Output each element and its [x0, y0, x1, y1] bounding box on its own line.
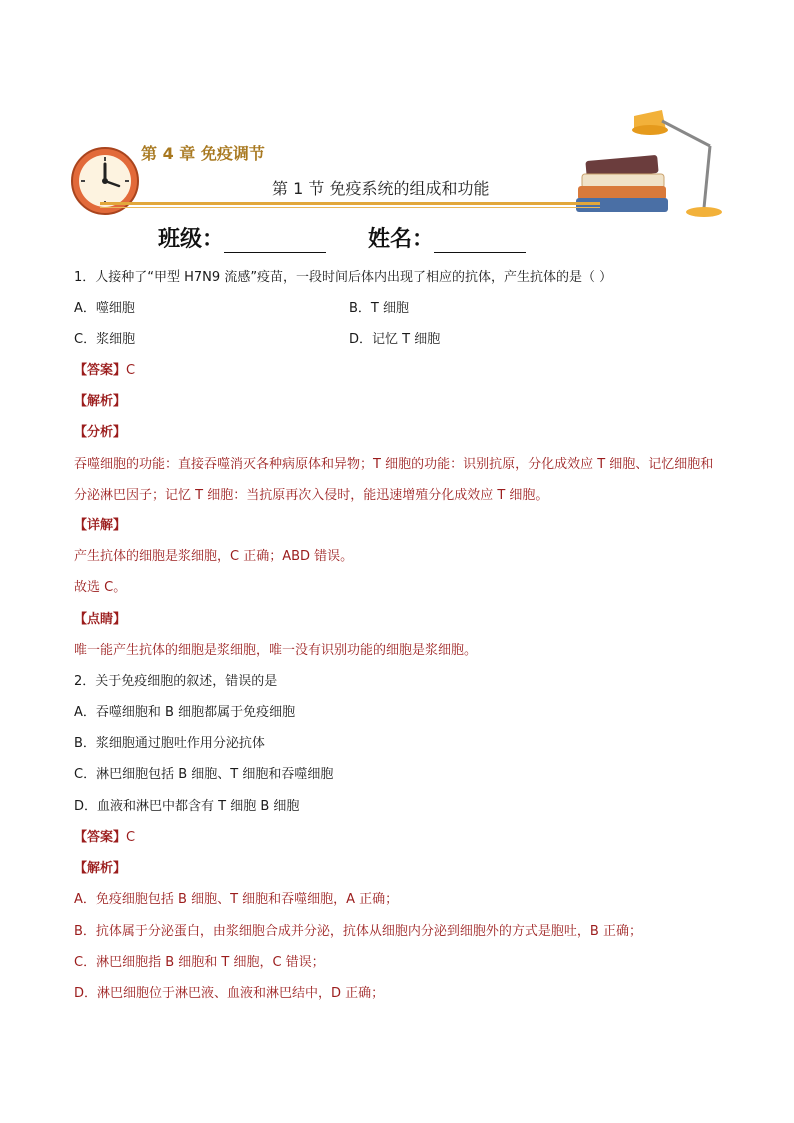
- q2-option-b: B．浆细胞通过胞吐作用分泌抗体: [74, 736, 265, 751]
- q1-option-b: B．T 细胞: [349, 301, 409, 316]
- q1-answer: [74, 361, 135, 381]
- q2-expl-b: B．抗体属于分泌蛋白，由浆细胞合成并分泌，抗体从细胞内分泌到细胞外的方式是胞吐，B 正确；: [74, 924, 642, 939]
- q2-answer: [74, 828, 135, 848]
- q1-option-c: C．浆细胞: [74, 332, 136, 347]
- q2-option-a: A．吞噬细胞和 B 细胞都属于免疫细胞: [74, 705, 296, 720]
- name-blank: [434, 230, 526, 253]
- class-blank: [224, 230, 326, 253]
- section-title: 第 1 节 免疫系统的组成和功能: [272, 179, 490, 198]
- header-divider: [100, 202, 600, 205]
- q2-stem: 2．关于免疫细胞的叙述，错误的是: [74, 674, 278, 689]
- chapter-title: 第 4 章 免疫调节: [141, 144, 265, 163]
- q1-option-d: D．记忆 T 细胞: [349, 332, 441, 347]
- name-label: 姓名：: [368, 227, 435, 252]
- q1-fenxi-tag: 【分析】: [74, 425, 127, 440]
- q1-analysis-tag: 【解析】: [74, 394, 127, 409]
- q1-detail-tag: 【详解】: [74, 518, 127, 533]
- answer-tag: 【答案】: [74, 830, 127, 845]
- q2-expl-d: D．淋巴细胞位于淋巴液、血液和淋巴结中，D 正确；: [74, 986, 385, 1001]
- name-field: [368, 222, 526, 253]
- q2-analysis-tag: 【解析】: [74, 861, 127, 876]
- q2-option-d: D．血液和淋巴中都含有 T 细胞 B 细胞: [74, 799, 300, 814]
- q1-stem: 1．人接种了“甲型 H7N9 流感”疫苗，一段时间后体内出现了相应的抗体，产生抗体的是（ ）: [74, 270, 613, 285]
- q1-detail-text: 产生抗体的细胞是浆细胞，C 正确；ABD 错误。: [74, 549, 354, 564]
- class-field: [158, 222, 326, 253]
- q1-option-a: A．噬细胞: [74, 301, 135, 316]
- q2-option-c: C．淋巴细胞包括 B 细胞、T 细胞和吞噬细胞: [74, 767, 334, 782]
- answer-value: C: [126, 363, 136, 378]
- q1-fenxi-text: 吞噬细胞的功能：直接吞噬消灭各种病原体和异物；T 细胞的功能：识别抗原，分化成效应 T 细胞、记忆细胞和分泌淋巴因子；记忆 T 细胞：当抗原再次入侵时，能迅速增殖分化成效应 T 细胞。: [74, 457, 714, 503]
- q1-choose-text: 故选 C。: [74, 580, 127, 595]
- answer-tag: 【答案】: [74, 363, 127, 378]
- q1-dianjing-text: 唯一能产生抗体的细胞是浆细胞，唯一没有识别功能的细胞是浆细胞。: [74, 643, 478, 658]
- answer-value: C: [126, 830, 136, 845]
- class-label: 班级：: [158, 227, 225, 252]
- q1-dianjing-tag: 【点睛】: [74, 612, 127, 627]
- q2-expl-c: C．淋巴细胞指 B 细胞和 T 细胞，C 错误；: [74, 955, 325, 970]
- header-divider-thin: [100, 207, 600, 208]
- q2-expl-a: A．免疫细胞包括 B 细胞、T 细胞和吞噬细胞，A 正确；: [74, 892, 399, 907]
- clock-icon: [70, 146, 140, 216]
